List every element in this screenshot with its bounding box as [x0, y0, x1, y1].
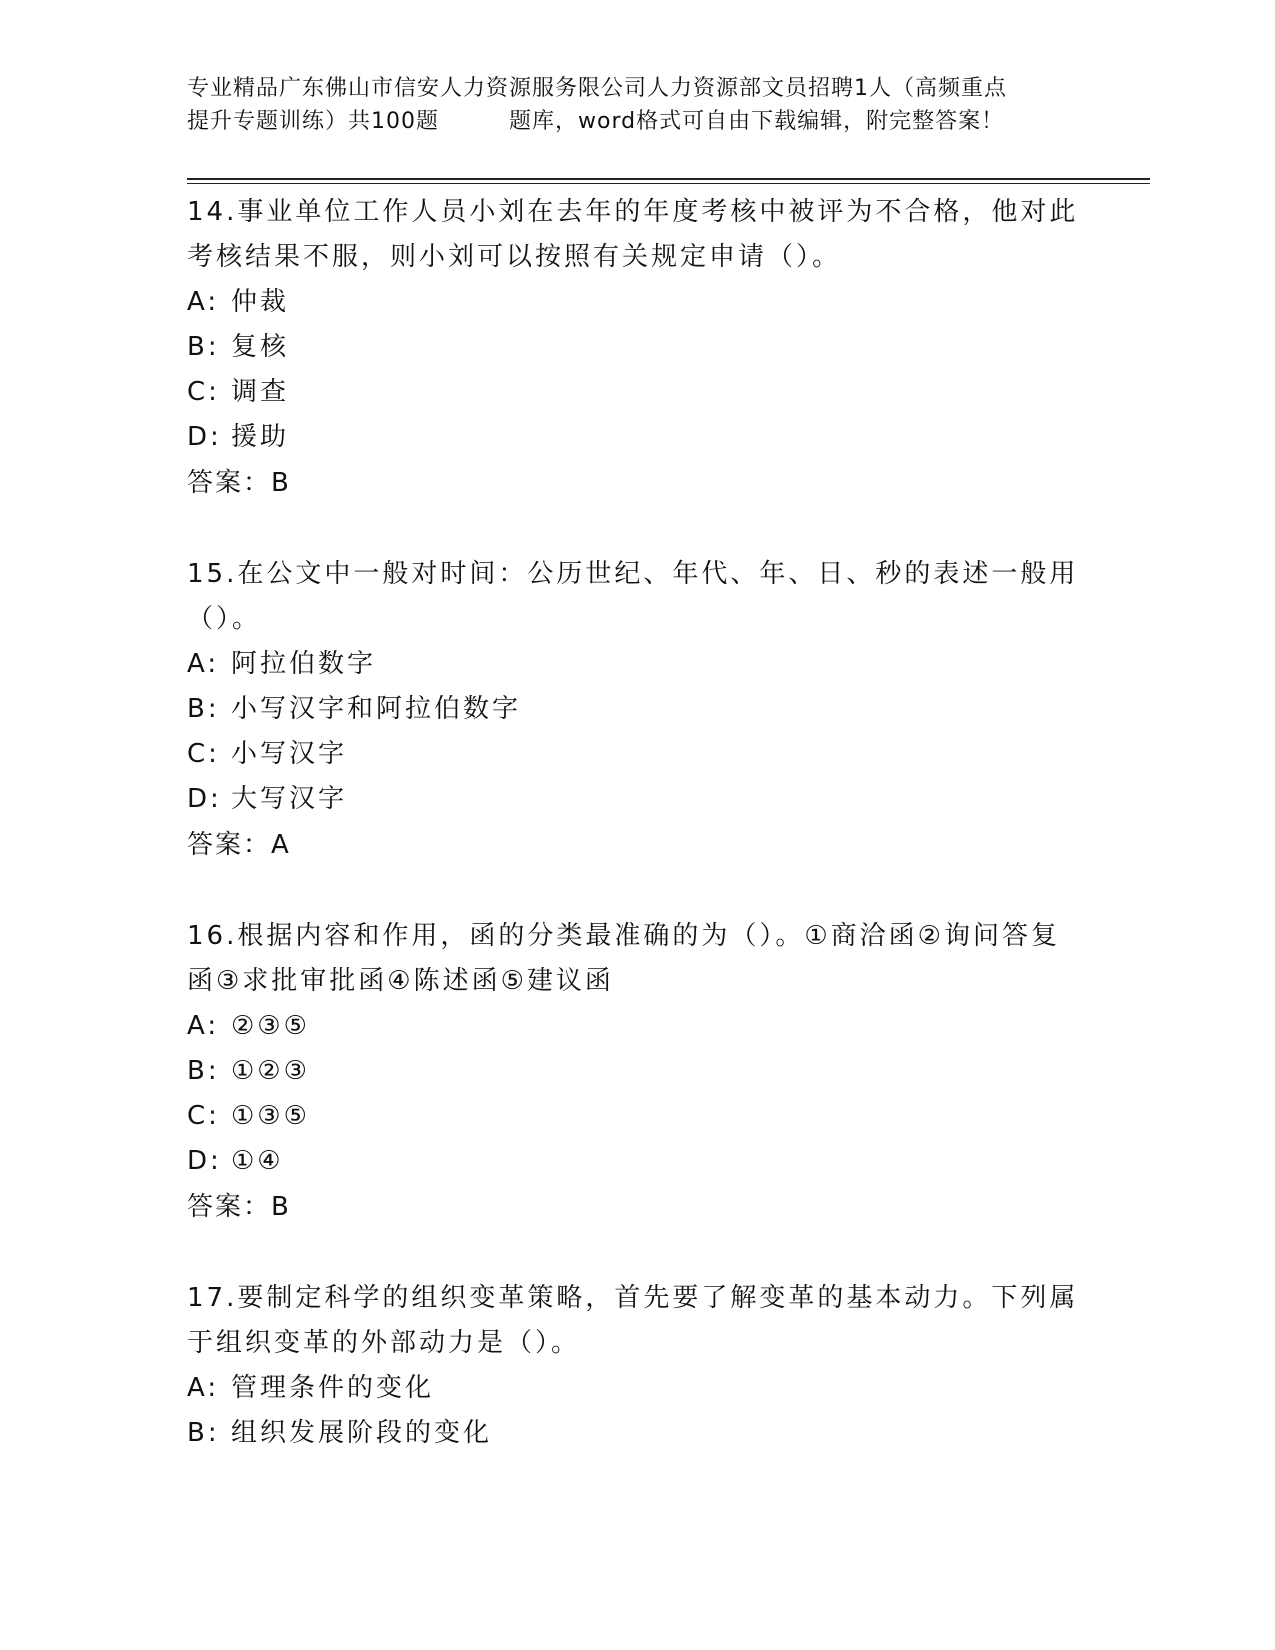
answer: 答案：B — [187, 468, 291, 498]
option-b — [187, 1411, 1087, 1456]
answer: 答案：A — [187, 830, 291, 860]
option-key: C: — [187, 1101, 220, 1131]
option-key: C: — [187, 377, 220, 407]
question-text: 17.要制定科学的组织变革策略，首先要了解变革的基本动力。下列属于组织变革的外部动力是（）。 — [187, 1283, 1079, 1358]
option-text: ②③⑤ — [231, 1011, 310, 1041]
option-a — [187, 642, 1087, 687]
option-text: 大写汉字 — [231, 784, 348, 814]
option-d — [187, 777, 1087, 822]
question-15 — [187, 552, 1087, 868]
question-16 — [187, 914, 1087, 1230]
option-key: C: — [187, 739, 220, 769]
question-17 — [187, 1276, 1087, 1456]
option-text: 仲裁 — [231, 287, 290, 317]
option-key: D: — [187, 784, 222, 814]
option-key: B: — [187, 332, 220, 362]
option-text: 管理条件的变化 — [231, 1373, 435, 1403]
option-key: A: — [187, 649, 220, 679]
question-14 — [187, 190, 1087, 506]
question-text: 14.事业单位工作人员小刘在去年的年度考核中被评为不合格，他对此考核结果不服，则小刘可以按照有关规定申请（）。 — [187, 197, 1079, 272]
option-key: A: — [187, 1011, 220, 1041]
option-text: ①②③ — [231, 1056, 310, 1086]
header-divider-thin — [187, 183, 1150, 184]
header-title-part-1: 提升专题训练）共100题 — [187, 109, 439, 134]
option-d — [187, 415, 1087, 460]
option-text: 援助 — [231, 422, 290, 452]
option-b — [187, 687, 1087, 732]
option-text: 小写汉字和阿拉伯数字 — [231, 694, 522, 724]
question-text: 16.根据内容和作用，函的分类最准确的为（）。①商洽函②询问答复函③求批审批函④陈述函⑤建议函 — [187, 921, 1060, 996]
option-b — [187, 1049, 1087, 1094]
answer: 答案：B — [187, 1192, 291, 1222]
option-text: 复核 — [231, 332, 290, 362]
option-key: D: — [187, 1146, 222, 1176]
option-a — [187, 1004, 1087, 1049]
option-text: ①④ — [231, 1146, 284, 1176]
header-title-line-1: 专业精品广东佛山市信安人力资源服务限公司人力资源部文员招聘1人（高频重点 — [187, 76, 1007, 101]
option-text: 调查 — [231, 377, 290, 407]
option-c — [187, 1094, 1087, 1139]
option-text: 小写汉字 — [231, 739, 348, 769]
option-key: A: — [187, 1373, 220, 1403]
header-title-part-2: 题库，word格式可自由下载编辑，附完整答案！ — [509, 109, 1005, 134]
question-text: 15.在公文中一般对时间：公历世纪、年代、年、日、秒的表述一般用（）。 — [187, 559, 1079, 634]
option-d — [187, 1139, 1087, 1184]
option-b — [187, 325, 1087, 370]
option-key: D: — [187, 422, 222, 452]
question-list — [187, 190, 1087, 1502]
option-c — [187, 370, 1087, 415]
option-text: ①③⑤ — [231, 1101, 310, 1131]
option-key: A: — [187, 287, 220, 317]
header-divider-thick — [187, 178, 1150, 180]
option-text: 阿拉伯数字 — [231, 649, 377, 679]
option-key: B: — [187, 1056, 220, 1086]
option-key: B: — [187, 1418, 220, 1448]
option-a — [187, 280, 1087, 325]
option-a — [187, 1366, 1087, 1411]
header-title-line-2 — [187, 105, 1087, 138]
page-header — [187, 72, 1087, 138]
option-text: 组织发展阶段的变化 — [231, 1418, 493, 1448]
option-key: B: — [187, 694, 220, 724]
option-c — [187, 732, 1087, 777]
